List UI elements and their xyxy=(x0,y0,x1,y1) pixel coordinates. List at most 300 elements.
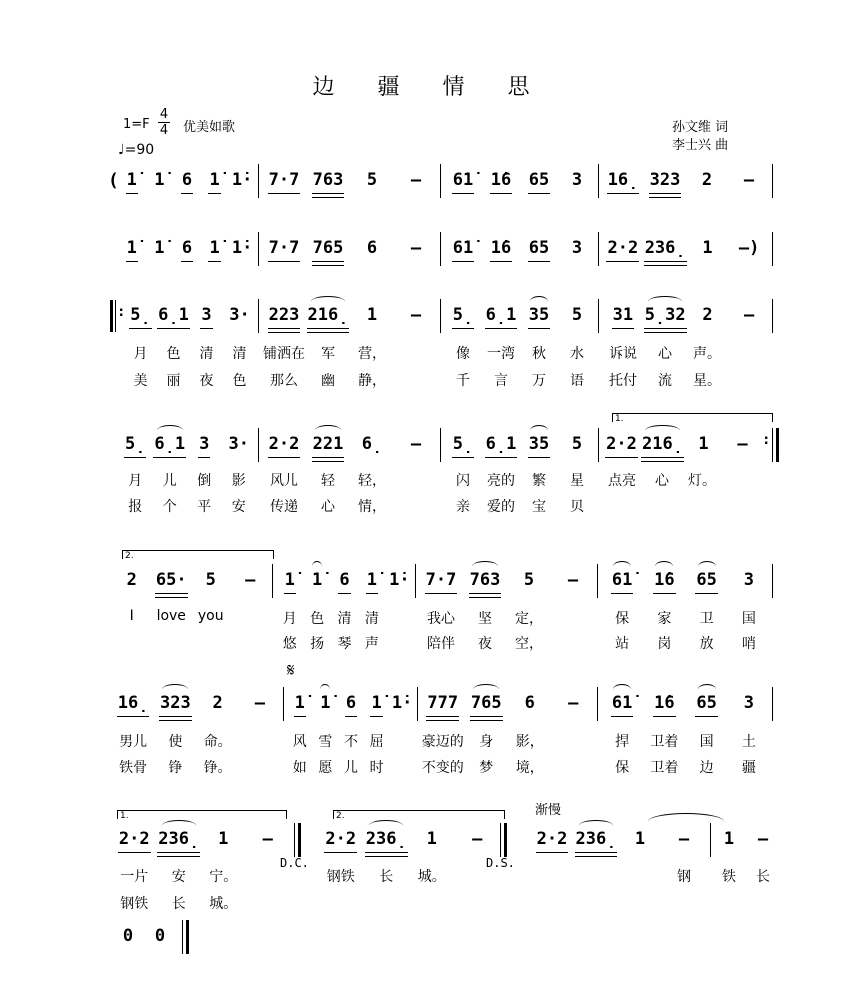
lyric-syllable: 声 xyxy=(364,636,379,652)
note-group xyxy=(728,692,770,716)
lyric-line xyxy=(112,757,281,777)
note-group xyxy=(191,569,231,593)
note-group xyxy=(350,304,394,328)
lyric-syllable: 时 xyxy=(369,760,384,776)
lyric-syllable: 放 xyxy=(699,636,714,652)
note-text: – xyxy=(567,570,579,590)
lyric-syllable: 扬 xyxy=(310,636,325,652)
lyric-line xyxy=(601,731,770,751)
note-text: 1 xyxy=(723,829,735,849)
lyric-syllable xyxy=(364,893,410,913)
measure xyxy=(444,304,596,328)
lyric-line xyxy=(262,470,438,490)
note-text: 1 xyxy=(218,829,229,849)
note-group xyxy=(530,828,574,852)
note-text: 1 xyxy=(698,434,709,454)
measure xyxy=(602,433,762,457)
lyric-syllable xyxy=(389,757,415,777)
barline xyxy=(440,232,441,266)
note-text: – xyxy=(678,829,690,849)
note-text: 3 xyxy=(200,304,212,329)
measure xyxy=(419,569,595,593)
note-group xyxy=(482,169,520,193)
volta-label: 2. xyxy=(336,811,345,821)
lyric-syllable xyxy=(394,343,438,363)
measure xyxy=(444,169,596,193)
note-group xyxy=(551,569,595,593)
note-group xyxy=(173,237,201,261)
lyric-syllable: 豪迈的 xyxy=(421,734,464,750)
barline xyxy=(417,687,418,721)
lyricist-credit: 孙文维 词 xyxy=(672,120,729,135)
note-text: 1̇· xyxy=(231,238,253,258)
note-group xyxy=(444,237,482,261)
segno-sign: 𝄋 xyxy=(287,660,295,681)
lyric-syllable xyxy=(746,893,780,913)
measure xyxy=(530,828,706,852)
note-text: – xyxy=(568,693,579,713)
lyric-syllable: 土 xyxy=(741,734,756,750)
note-text: 765 xyxy=(312,237,345,262)
da-capo-mark: D.C. xyxy=(280,856,309,870)
lyric-syllable: 倒 xyxy=(197,473,212,489)
note-text: 1̇ xyxy=(208,169,220,194)
lyric-syllable: 卫着 xyxy=(650,760,679,776)
volta-bracket-1-coda xyxy=(117,810,287,819)
lyric-syllable: 言 xyxy=(494,373,508,389)
lyric-line xyxy=(712,866,780,886)
note-text: 323 xyxy=(159,692,192,717)
barline xyxy=(258,232,259,266)
lyric-line xyxy=(287,731,415,751)
lyric-syllable: 钢铁 xyxy=(120,896,149,912)
note-group xyxy=(112,828,157,852)
note-group xyxy=(154,692,196,716)
lyric-syllable: 心 xyxy=(321,499,335,515)
barline xyxy=(772,687,773,721)
double-barline xyxy=(500,823,507,857)
lyric-line xyxy=(530,866,706,886)
lyric-syllable: 城。 xyxy=(417,869,446,885)
lyric-syllable: 儿 xyxy=(162,473,177,489)
lyric-syllable: 保 xyxy=(615,760,630,776)
note-text: – xyxy=(757,829,769,849)
note-group xyxy=(601,692,643,716)
note-text: 6 xyxy=(366,238,378,258)
lyric-line xyxy=(444,343,596,363)
note-group xyxy=(686,169,728,193)
lyric-syllable: 流 xyxy=(658,373,672,389)
note-text: 3· xyxy=(228,434,249,454)
note-text: 5 xyxy=(523,570,535,590)
note-text: 7·7 xyxy=(268,169,301,194)
note-text: 236̣ xyxy=(157,828,200,853)
note-text: 1̇6 xyxy=(653,569,675,594)
lyric-syllable: 铺洒在 xyxy=(263,346,305,362)
lyric-syllable: 风 xyxy=(292,734,307,750)
lyric-syllable: 命。 xyxy=(203,734,232,750)
lyric-syllable: 安 xyxy=(171,869,186,885)
lyric-line xyxy=(602,370,770,390)
lyric-syllable: 语 xyxy=(570,373,584,389)
barline xyxy=(598,428,599,462)
note-group xyxy=(644,169,686,193)
note-group xyxy=(394,237,438,261)
note-text: – xyxy=(410,305,422,325)
lyric-syllable xyxy=(551,608,595,628)
lyric-syllable: 灯。 xyxy=(688,473,716,489)
lyric-syllable xyxy=(318,893,364,913)
time-signature xyxy=(158,108,170,137)
note-group xyxy=(153,433,188,457)
note-group xyxy=(421,692,465,716)
measure xyxy=(444,433,596,457)
lyric-syllable: 铮 xyxy=(168,760,183,776)
note-group xyxy=(358,569,385,593)
note-group xyxy=(157,304,190,328)
note-group xyxy=(364,692,390,716)
lyric-syllable xyxy=(530,893,574,913)
barline xyxy=(772,232,773,266)
lyric-syllable xyxy=(455,866,501,886)
lyric-syllable: 不 xyxy=(343,734,358,750)
measure xyxy=(287,692,415,716)
note-group xyxy=(262,237,306,261)
barline xyxy=(598,232,599,266)
note-group xyxy=(306,237,350,261)
lyric-syllable: 静， xyxy=(358,373,386,389)
tempo-mark: ♩=90 xyxy=(118,142,155,158)
lyric-syllable: 闪 xyxy=(456,473,470,489)
lyric-line xyxy=(444,470,596,490)
note-text: 1̇ xyxy=(126,169,138,194)
lyric-syllable xyxy=(530,866,574,886)
measure xyxy=(602,304,770,328)
lyric-syllable: 风儿 xyxy=(270,473,298,489)
lyric-syllable xyxy=(722,470,762,490)
barline xyxy=(710,823,711,857)
barline xyxy=(258,164,259,198)
note-text: 2 xyxy=(702,305,713,325)
note-text: 1̇6 xyxy=(490,169,512,194)
note-text: 2 xyxy=(212,693,223,713)
volta-bracket-2 xyxy=(122,550,274,559)
note-text: 1̇ xyxy=(154,238,165,258)
note-text: 1̇6 xyxy=(653,692,675,717)
lyric-syllable: 儿 xyxy=(343,760,358,776)
note-text: 2 xyxy=(126,570,137,590)
lyric-line xyxy=(118,470,256,490)
note-text: 3 xyxy=(743,570,754,590)
note-text: – xyxy=(744,305,755,325)
lyric-syllable: 千 xyxy=(456,373,470,389)
note-group xyxy=(643,569,685,593)
lyric-syllable: 坚 xyxy=(478,611,492,627)
note-group xyxy=(558,169,596,193)
note-text: 1̇· xyxy=(389,570,410,590)
lyric-syllable: 清 xyxy=(199,346,214,362)
note-group xyxy=(201,169,229,193)
expression-mark: 优美如歌 xyxy=(183,120,236,135)
lyric-syllable: 爱的 xyxy=(487,499,515,515)
note-group xyxy=(118,433,153,457)
lyric-syllable: 疆 xyxy=(741,760,756,776)
lyric-syllable: 铁骨 xyxy=(119,760,148,776)
note-text: 236̣ xyxy=(644,237,687,262)
composer-credit: 李士兴 曲 xyxy=(672,138,729,153)
note-group xyxy=(112,925,144,949)
note-text: 3· xyxy=(229,305,250,325)
lyric-syllable: 愿 xyxy=(318,760,333,776)
note-text: 1̇ xyxy=(154,170,165,190)
note-group xyxy=(444,169,482,193)
lyric-syllable xyxy=(574,893,618,913)
measure xyxy=(112,692,281,716)
note-group xyxy=(728,237,770,261)
lyric-line xyxy=(112,866,290,886)
note-text: 5̣ xyxy=(452,304,474,329)
lyric-syllable: 站 xyxy=(615,636,630,652)
note-text: 323 xyxy=(649,169,682,194)
note-text: 1̇ xyxy=(208,237,220,262)
note-group xyxy=(684,433,723,457)
note-text: 1̇ xyxy=(311,569,323,593)
barline xyxy=(440,428,441,462)
volta-bracket-2-coda xyxy=(333,810,505,819)
measure xyxy=(601,692,770,716)
lyric-syllable xyxy=(239,731,281,751)
note-text: 7·7 xyxy=(268,237,301,262)
lyric-syllable: 万 xyxy=(532,373,546,389)
note-text: – xyxy=(743,170,755,190)
note-group xyxy=(419,569,463,593)
note-text: 0 xyxy=(154,926,166,946)
note-group xyxy=(455,828,501,852)
lyric-syllable: 像 xyxy=(456,346,470,362)
lyric-syllable: 长 xyxy=(379,869,394,885)
note-text: 3 xyxy=(198,433,210,458)
lyric-syllable: 铁 xyxy=(722,869,736,885)
note-text: 5̣32 xyxy=(644,304,687,329)
note-group xyxy=(331,569,358,593)
note-text: 61̇ xyxy=(452,169,474,194)
lyric-syllable: 家 xyxy=(657,611,672,627)
lyric-syllable: 色 xyxy=(310,611,325,627)
barline xyxy=(598,299,599,333)
note-group xyxy=(641,433,684,457)
note-text: 763 xyxy=(469,569,502,594)
lyric-syllable xyxy=(394,470,438,490)
repeat-end-dots: : xyxy=(762,432,771,448)
lyric-syllable: 丽 xyxy=(166,373,181,389)
note-group xyxy=(246,828,291,852)
lyric-syllable: 亮的 xyxy=(487,473,515,489)
note-group xyxy=(520,169,558,193)
lyric-syllable: 不变的 xyxy=(421,760,464,776)
measure xyxy=(118,433,256,457)
measure xyxy=(118,237,256,261)
lyric-syllable: 琴 xyxy=(337,636,352,652)
note-group xyxy=(465,692,509,716)
lyric-syllable: 秋 xyxy=(532,346,546,362)
note-text: – xyxy=(245,570,256,590)
lyric-syllable: 心 xyxy=(658,346,672,362)
measure xyxy=(112,828,290,852)
measure xyxy=(602,169,770,193)
lyric-syllable: 个 xyxy=(162,499,177,515)
lyric-syllable: 影 xyxy=(231,473,246,489)
lyric-line xyxy=(419,608,595,628)
lyric-syllable: 轻 xyxy=(321,473,335,489)
note-text: 2·2 xyxy=(324,828,357,853)
note-text: 6 xyxy=(524,693,535,713)
note-group xyxy=(350,169,394,193)
lyric-syllable: 轻， xyxy=(358,473,386,489)
note-group xyxy=(389,692,415,716)
note-text: 6 xyxy=(338,569,350,594)
lyric-syllable xyxy=(409,893,455,913)
note-group xyxy=(644,304,687,328)
note-group xyxy=(686,569,728,593)
lyric-syllable: 点亮 xyxy=(608,473,636,489)
measure xyxy=(444,237,596,261)
measure xyxy=(118,169,256,193)
note-group xyxy=(602,433,641,457)
lyric-syllable: 保 xyxy=(615,611,630,627)
ritardando-mark: 渐慢 xyxy=(535,803,562,818)
note-group xyxy=(364,828,410,852)
lyric-line xyxy=(287,757,415,777)
note-group xyxy=(394,169,438,193)
note-text: – xyxy=(410,434,422,454)
lyric-syllable: 哨 xyxy=(741,636,756,652)
note-text: 236̣ xyxy=(575,828,618,853)
barline xyxy=(597,564,598,598)
note-group xyxy=(239,692,281,716)
lyric-syllable xyxy=(246,866,291,886)
note-text: 7·7 xyxy=(425,569,458,594)
note-group xyxy=(444,304,482,328)
barline xyxy=(772,164,773,198)
lyric-line xyxy=(124,343,256,363)
note-group xyxy=(728,304,770,328)
note-group xyxy=(687,237,729,261)
note-group xyxy=(146,169,174,193)
lyric-syllable: 军 xyxy=(321,346,335,362)
note-group xyxy=(482,433,520,457)
lyric-syllable: 空， xyxy=(515,636,543,652)
note-group xyxy=(463,569,507,593)
lyric-syllable xyxy=(246,893,291,913)
note-text: 61̇ xyxy=(452,237,474,262)
barline xyxy=(440,299,441,333)
repeat-start-dots: : xyxy=(117,304,126,320)
note-text: 16̣ xyxy=(607,169,640,194)
lyric-syllable: 色 xyxy=(166,346,181,362)
note-text: 1̇ xyxy=(126,237,138,262)
note-text: 2·2 xyxy=(605,433,638,458)
lyric-syllable xyxy=(552,731,596,751)
note-group xyxy=(197,692,239,716)
lyric-syllable: 如 xyxy=(292,760,307,776)
lyric-syllable xyxy=(394,370,438,390)
note-group xyxy=(262,169,306,193)
note-group xyxy=(228,169,256,193)
note-text: 61̇ xyxy=(611,692,633,717)
note-text: 1̇6 xyxy=(490,237,512,262)
lyric-syllable: 身 xyxy=(479,734,494,750)
note-text: 16̣ xyxy=(117,692,150,717)
lyric-syllable xyxy=(682,496,722,516)
note-text: 6 xyxy=(181,169,193,194)
note-text: 3 xyxy=(571,238,583,258)
song-title: 边 疆 情 思 xyxy=(312,75,548,100)
lyric-syllable: 宝 xyxy=(532,499,546,515)
lyric-syllable xyxy=(722,496,762,516)
note-text: 236̣ xyxy=(365,828,408,853)
measure xyxy=(276,569,413,593)
note-text: 6 xyxy=(181,237,193,262)
lyric-syllable: 城。 xyxy=(209,896,238,912)
note-text: 1 xyxy=(426,829,437,849)
note-group xyxy=(444,433,482,457)
double-barline xyxy=(182,920,189,954)
note-text: 65 xyxy=(695,692,717,717)
note-text: 65 xyxy=(695,569,717,594)
note-group xyxy=(223,304,256,328)
note-text: 1̇· xyxy=(231,170,253,190)
lyric-line xyxy=(262,343,438,363)
note-text: 3 xyxy=(743,693,754,713)
lyric-syllable: 那么 xyxy=(270,373,298,389)
note-text: 65 xyxy=(528,237,550,262)
note-text: 1 xyxy=(702,238,713,258)
barline xyxy=(283,687,284,721)
barline xyxy=(258,299,259,333)
lyric-syllable xyxy=(662,893,706,913)
note-text: 2·2 xyxy=(118,828,151,853)
lyric-syllable: 月 xyxy=(133,346,148,362)
note-text: 1̇ xyxy=(284,569,296,594)
lyric-syllable: 色 xyxy=(232,373,247,389)
lyric-line xyxy=(318,893,500,913)
note-text: 216̣ xyxy=(641,433,684,458)
note-text: 2·2 xyxy=(606,237,639,262)
note-group xyxy=(507,569,551,593)
lyric-line xyxy=(112,893,290,913)
lyric-syllable: 情， xyxy=(358,499,386,515)
lyric-syllable: 美 xyxy=(133,373,148,389)
measure xyxy=(421,692,595,716)
lyric-syllable: 宁。 xyxy=(209,869,238,885)
note-group xyxy=(318,828,364,852)
lyric-syllable: 清 xyxy=(364,611,379,627)
note-text: 763 xyxy=(312,169,345,194)
lyric-syllable: 声。 xyxy=(693,346,721,362)
measure xyxy=(262,237,438,261)
lyric-line xyxy=(602,470,762,490)
note-text: 1̇ xyxy=(370,692,382,717)
lyric-syllable: 报 xyxy=(128,499,143,515)
lyric-syllable: 影， xyxy=(515,734,544,750)
note-group xyxy=(602,304,644,328)
note-text: 5 xyxy=(571,434,583,454)
note-text: 1 xyxy=(366,305,378,325)
note-group xyxy=(686,692,728,716)
note-text: – xyxy=(737,434,748,454)
note-group xyxy=(601,569,643,593)
note-text: 6̣1 xyxy=(485,433,518,458)
